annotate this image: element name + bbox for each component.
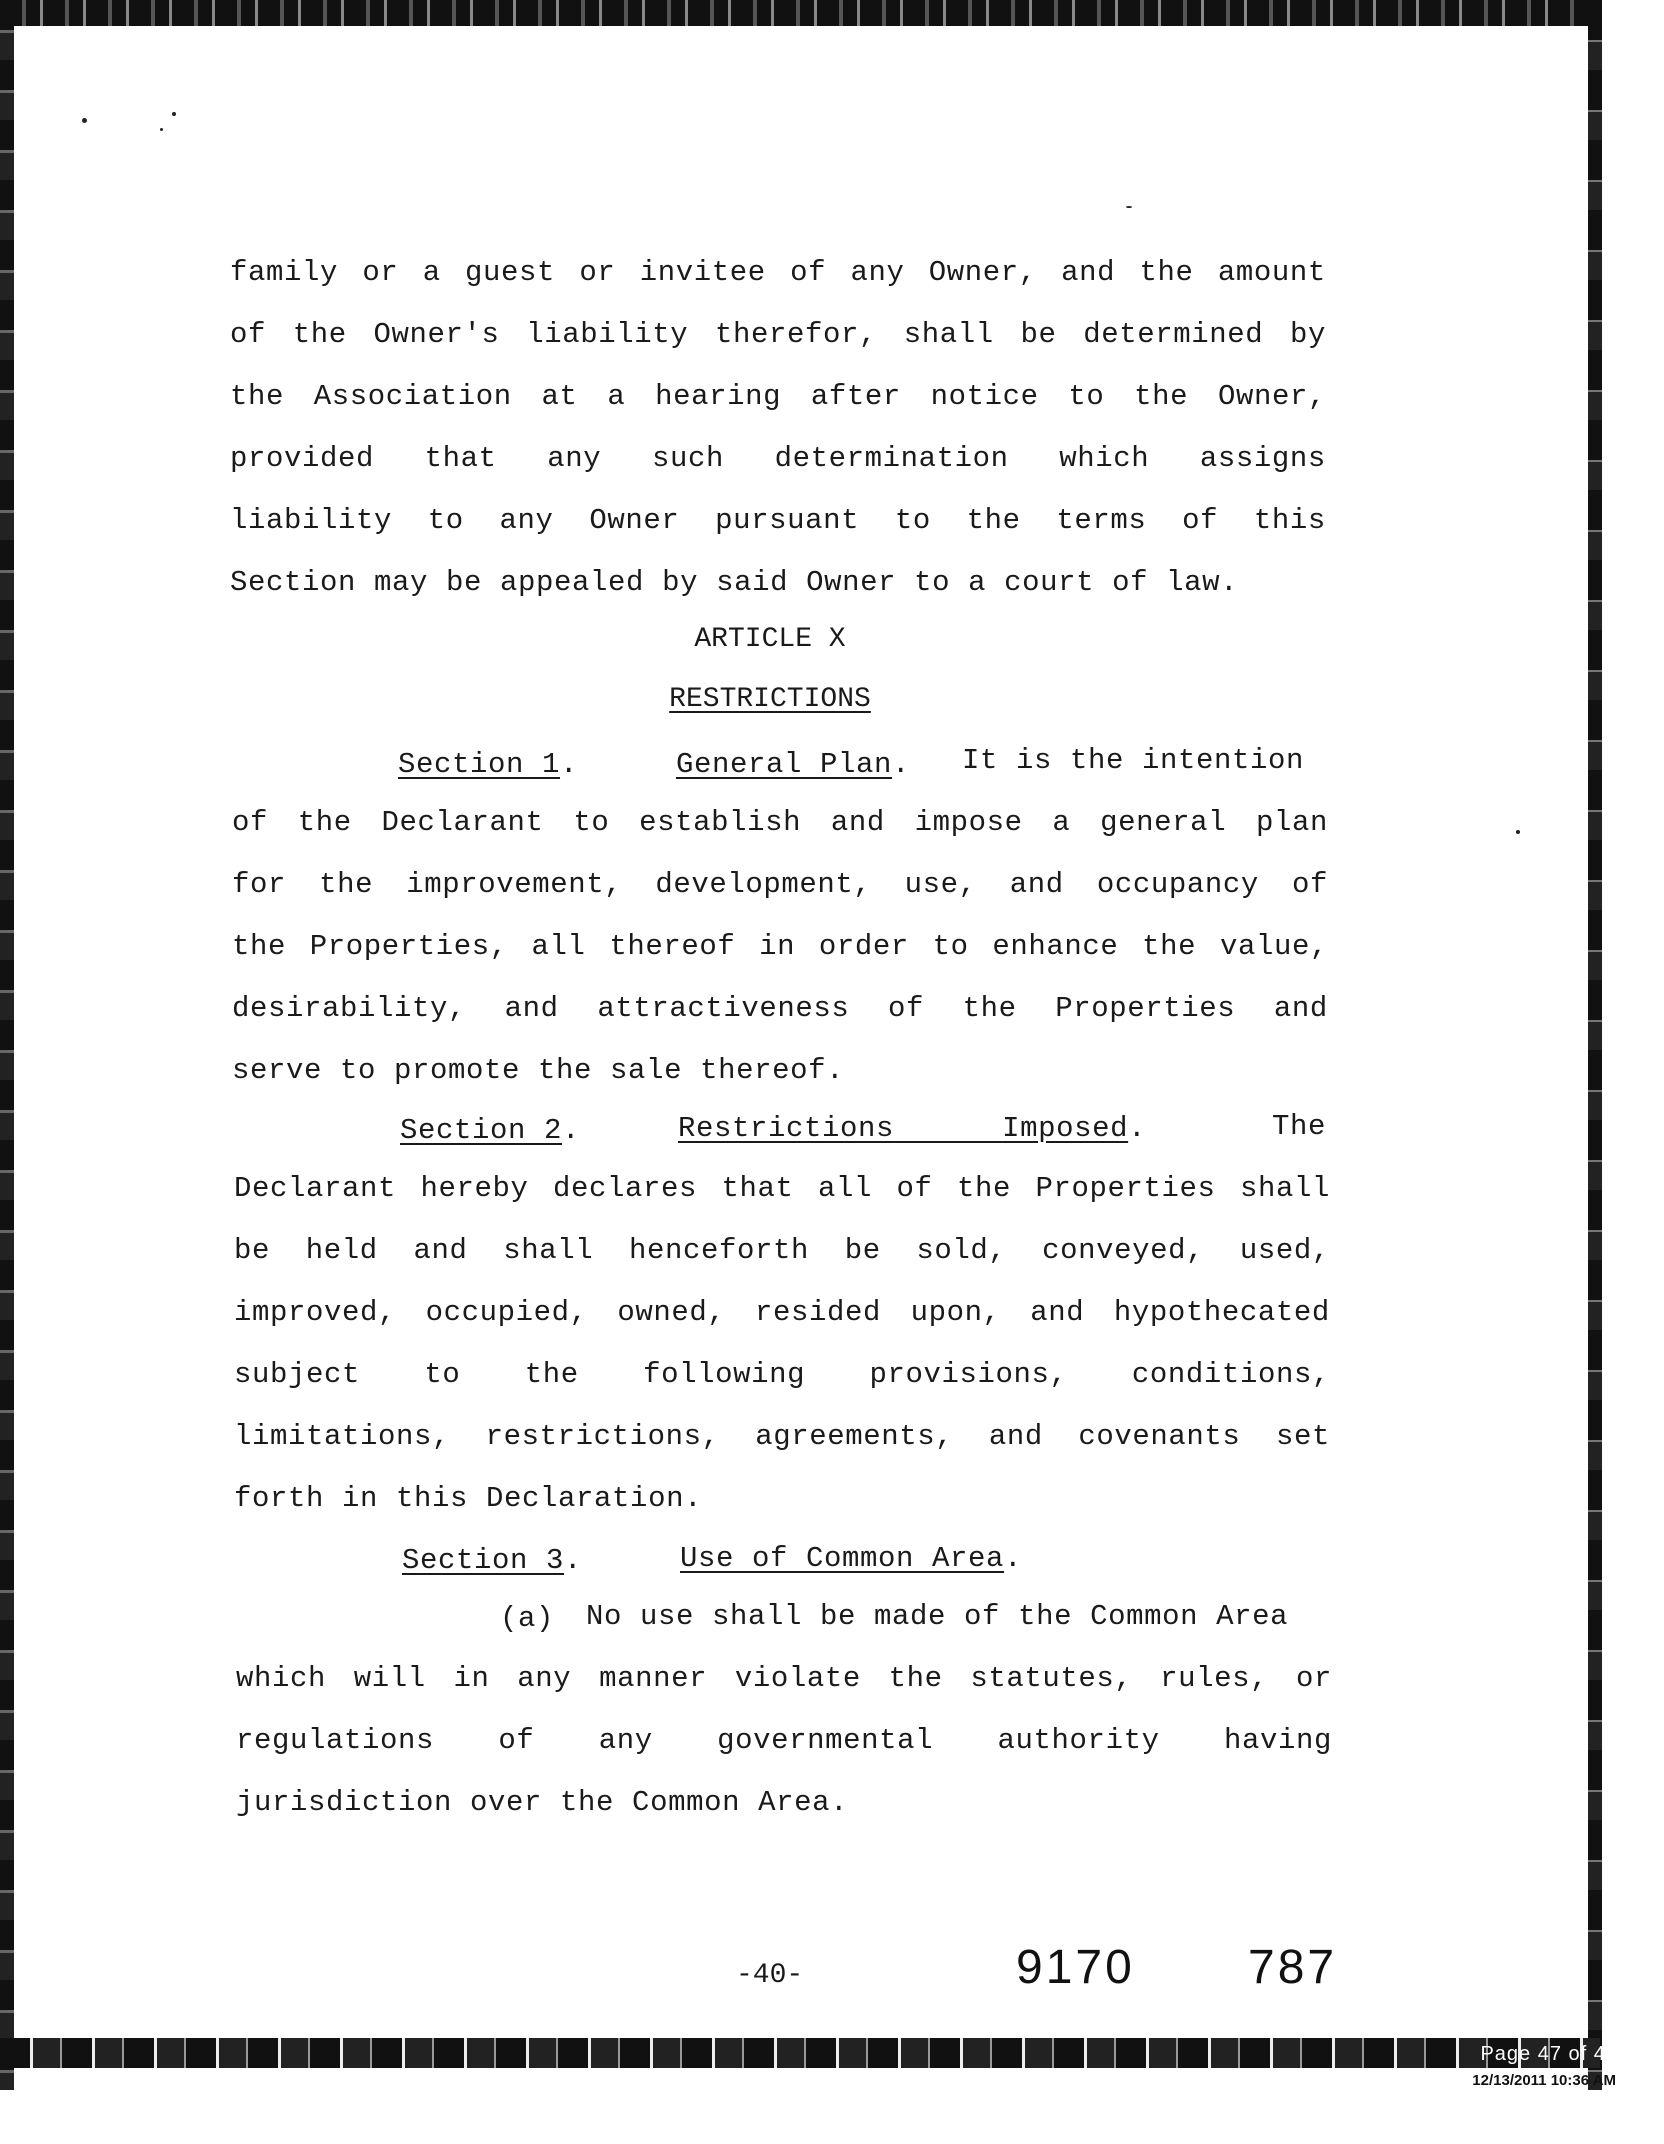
section-2-label-line: Section 2. <box>400 1114 581 1147</box>
section-1-label: Section 1 <box>398 748 561 781</box>
text-line: family or a guest or invitee of any Owner, and the amount <box>230 256 1326 289</box>
scan-speck <box>1126 206 1132 208</box>
section-2-heading-line: Restrictions Imposed. <box>678 1112 1147 1145</box>
item-a-first-line: No use shall be made of the Common Area <box>586 1600 1289 1633</box>
section-1-heading-line: General Plan. <box>676 748 911 781</box>
text-line: desirability, and attractiveness of the Properties and <box>232 992 1328 1025</box>
text-line: of the Declarant to establish and impose a general plan <box>232 806 1328 839</box>
section-2-heading-a: Restrictions <box>678 1112 895 1145</box>
text-line: improved, occupied, owned, resided upon, and hypothecated <box>234 1296 1330 1329</box>
book-number: 9170 <box>1016 1941 1135 1994</box>
text-line: serve to promote the sale thereof. <box>232 1054 845 1087</box>
text-line: which will in any manner violate the statutes, rules, or <box>236 1662 1332 1695</box>
text-line: for the improvement, development, use, and occupancy of <box>232 868 1328 901</box>
scan-speck <box>82 118 87 123</box>
text-line: the Properties, all thereof in order to enhance the value, <box>232 930 1328 963</box>
section-1-first-line: It is the intention <box>962 744 1305 777</box>
section-3-label: Section 3 <box>402 1544 565 1577</box>
text-line: Section may be appealed by said Owner to a court of law. <box>230 566 1239 599</box>
text-line: forth in this Declaration. <box>234 1482 703 1515</box>
scan-speck <box>1516 830 1520 834</box>
text-line: be held and shall henceforth be sold, conveyed, used, <box>234 1234 1330 1267</box>
text-line: jurisdiction over the Common Area. <box>236 1786 849 1819</box>
page-number: -40- <box>736 1960 804 1991</box>
section-2-label: Section 2 <box>400 1114 563 1147</box>
article-title-text: RESTRICTIONS <box>669 684 871 715</box>
text-line: provided that any such determination which assigns <box>230 442 1326 475</box>
article-number: ARTICLE X <box>694 624 846 655</box>
text-line: limitations, restrictions, agreements, and covenants set <box>234 1420 1330 1453</box>
section-3-heading: Use of Common Area <box>680 1542 1005 1575</box>
recording-page-number: 787 <box>1248 1941 1338 1994</box>
page-of-stamp: Page 47 of 49 <box>1480 2043 1618 2065</box>
text-line: liability to any Owner pursuant to the terms of this <box>230 504 1326 537</box>
text-line: subject to the following provisions, conditions, <box>234 1358 1330 1391</box>
text-line: of the Owner's liability therefor, shall be determined by <box>230 318 1326 351</box>
scan-border-bottom <box>0 2038 1600 2068</box>
section-2-first-line: The <box>1272 1110 1327 1143</box>
scan-border-left <box>0 0 14 2090</box>
section-1-heading: General Plan <box>676 748 893 781</box>
section-3-heading-line: Use of Common Area. <box>680 1542 1023 1575</box>
scan-border-right <box>1588 0 1602 2090</box>
text-line: the Association at a hearing after notice to the Owner, <box>230 380 1326 413</box>
section-3-label-line: Section 3. <box>402 1544 583 1577</box>
section-2-heading-b: Imposed <box>1002 1112 1129 1145</box>
text-line: regulations of any governmental authority having <box>236 1724 1332 1757</box>
datetime-stamp: 12/13/2011 10:36 AM <box>1472 2072 1616 2089</box>
scan-speck <box>160 128 163 131</box>
text-line: Declarant hereby declares that all of the Properties shall <box>234 1172 1330 1205</box>
scan-border-top <box>0 0 1600 26</box>
section-2-heading-gap <box>894 1112 1002 1145</box>
article-title <box>0 684 1540 715</box>
item-a-marker: (a) <box>500 1602 555 1635</box>
section-1-label-line: Section 1. <box>398 748 579 781</box>
scan-speck <box>172 112 176 116</box>
